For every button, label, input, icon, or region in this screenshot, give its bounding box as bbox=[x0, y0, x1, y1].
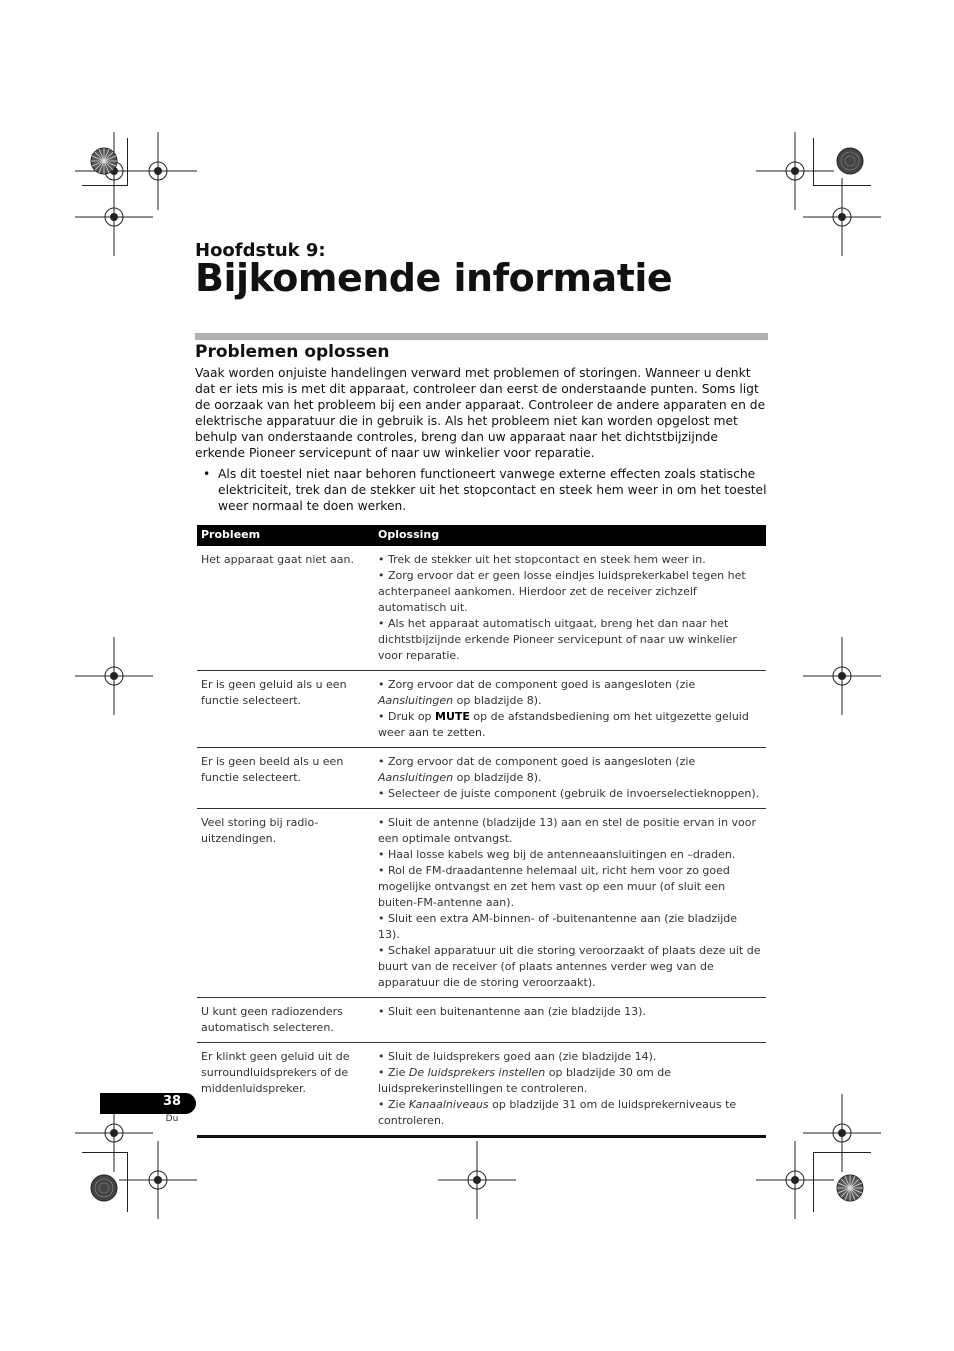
solution-item bbox=[378, 709, 762, 741]
color-target-icon bbox=[836, 1174, 864, 1202]
chapter-label: Hoofdstuk 9: bbox=[195, 240, 326, 261]
table-row bbox=[197, 998, 766, 1043]
crop-mark bbox=[813, 138, 814, 186]
solution-text: • Zie bbox=[378, 1066, 409, 1079]
solution-text: op bladzijde 8). bbox=[453, 771, 542, 784]
table-row bbox=[197, 1043, 766, 1137]
crop-mark bbox=[813, 185, 871, 186]
registration-mark-icon bbox=[803, 637, 881, 715]
section-title: Problemen oplossen bbox=[195, 342, 390, 362]
page-language: Du bbox=[165, 1114, 179, 1124]
solution-cell bbox=[374, 546, 766, 671]
cross-reference: Kanaalniveaus bbox=[408, 1098, 489, 1111]
cross-reference: De luidsprekers instellen bbox=[408, 1066, 546, 1079]
cross-reference: Aansluitingen bbox=[378, 771, 454, 784]
note-bullet bbox=[203, 466, 770, 514]
troubleshooting-table bbox=[197, 525, 766, 1138]
solution-text: • Druk op bbox=[378, 710, 436, 723]
solution-item bbox=[378, 568, 762, 616]
table-row bbox=[197, 748, 766, 809]
color-target-icon bbox=[90, 147, 118, 175]
solution-text: • Sluit een buitenantenne aan (zie bladzijde 13). bbox=[378, 1005, 646, 1018]
solution-text: • Zorg ervoor dat de component goed is aangesloten (zie bbox=[378, 755, 696, 768]
crop-mark bbox=[813, 1152, 814, 1212]
table-header-row bbox=[197, 525, 766, 546]
table-row bbox=[197, 809, 766, 998]
cross-reference: Aansluitingen bbox=[378, 694, 454, 707]
color-target-icon bbox=[90, 1174, 118, 1202]
solution-item bbox=[378, 863, 762, 911]
solution-item bbox=[378, 1097, 762, 1129]
problem-cell: Er klinkt geen geluid uit de surroundluidsprekers of de middenluidspreker. bbox=[197, 1043, 374, 1137]
solution-item bbox=[378, 616, 762, 664]
solution-cell bbox=[374, 1043, 766, 1137]
bullet-mark: • bbox=[203, 467, 211, 481]
solution-text: • Rol de FM-draadantenne helemaal uit, richt hem voor zo goed mogelijke ontvangst en zet hem vast op een muur (of sluit een buiten-FM-antenne aan). bbox=[378, 864, 730, 909]
section-rule bbox=[195, 333, 768, 340]
solution-text: • Schakel apparatuur uit die storing veroorzaakt of plaats deze uit de buurt van de receiver (of plaats antennes verder weg van de apparatuur die de storing veroorzaakt). bbox=[378, 944, 761, 989]
color-target-icon bbox=[836, 147, 864, 175]
crop-mark bbox=[127, 1152, 128, 1212]
solution-item bbox=[378, 911, 762, 943]
crop-mark bbox=[82, 1152, 128, 1153]
solution-text: • Sluit de antenne (bladzijde 13) aan en stel de positie ervan in voor een optimale ontvangst. bbox=[378, 816, 757, 845]
solution-text: • Zorg ervoor dat de component goed is aangesloten (zie bbox=[378, 678, 696, 691]
registration-mark-icon bbox=[75, 637, 153, 715]
solution-text: • Zorg ervoor dat er geen losse eindjes luidsprekerkabel tegen het achterpaneel aankomen. Hierdoor zet de receiver zichzelf automatisch uit. bbox=[378, 569, 746, 614]
problem-cell: U kunt geen radiozenders automatisch selecteren. bbox=[197, 998, 374, 1043]
solution-text: • Zie bbox=[378, 1098, 409, 1111]
page-number: 38 bbox=[162, 1094, 182, 1109]
solution-text: • Selecteer de juiste component (gebruik de invoerselectieknoppen). bbox=[378, 787, 760, 800]
crop-mark bbox=[813, 1152, 871, 1153]
solution-cell bbox=[374, 748, 766, 809]
solution-item bbox=[378, 1065, 762, 1097]
table-row bbox=[197, 671, 766, 748]
solution-item bbox=[378, 552, 762, 568]
solution-text: • Trek de stekker uit het stopcontact en steek hem weer in. bbox=[378, 553, 706, 566]
registration-mark-icon bbox=[75, 178, 153, 256]
problem-cell: Er is geen beeld als u een functie selecteert. bbox=[197, 748, 374, 809]
solution-text: op bladzijde 8). bbox=[453, 694, 542, 707]
registration-mark-icon bbox=[803, 178, 881, 256]
solution-text: op de afstandsbediening om het uitgezette geluid weer aan te zetten. bbox=[378, 710, 749, 739]
table-row bbox=[197, 546, 766, 671]
registration-mark-icon bbox=[119, 1141, 197, 1219]
solution-item bbox=[378, 1004, 762, 1020]
solution-cell bbox=[374, 809, 766, 998]
solution-cell bbox=[374, 671, 766, 748]
solution-text: • Als het apparaat automatisch uitgaat, breng het dan naar het dichtstbijzijnde erkende Pioneer servicepunt of naar uw winkelier voor reparatie. bbox=[378, 617, 737, 662]
solution-item bbox=[378, 677, 762, 709]
problem-cell: Er is geen geluid als u een functie selecteert. bbox=[197, 671, 374, 748]
problem-cell: Het apparaat gaat niet aan. bbox=[197, 546, 374, 671]
bullet-text: Als dit toestel niet naar behoren functioneert vanwege externe effecten zoals statische elektriciteit, trek dan de stekker uit het stopcontact en steek hem weer in om het toestel weer normaal te doen werken. bbox=[218, 467, 767, 513]
solution-item bbox=[378, 847, 762, 863]
solution-item bbox=[378, 943, 762, 991]
solution-text: • Sluit de luidsprekers goed aan (zie bladzijde 14). bbox=[378, 1050, 657, 1063]
intro-paragraph: Vaak worden onjuiste handelingen verward met problemen of storingen. Wanneer u denkt dat er iets mis is met dit apparaat, controleer dan eerst de onderstaande punten. Soms ligt de oorzaak van het probleem bij een ander apparaat. Controleer de andere apparaten en de elektrische apparatuur die in gebruik is. Als het probleem niet kan worden opgelost met behulp van onderstaande controles, breng dan uw apparaat naar het dichtstbijzijnde erkende Pioneer servicepunt of naar uw winkelier voor reparatie. bbox=[195, 366, 766, 460]
crop-mark bbox=[82, 185, 128, 186]
header-problem: Probleem bbox=[197, 525, 374, 546]
solution-text: • Haal losse kabels weg bij de antenneaansluitingen en –draden. bbox=[378, 848, 736, 861]
solution-text: op bladzijde 31 om de luidsprekerniveaus te controleren. bbox=[378, 1098, 737, 1127]
solution-text: op bladzijde 30 om de luidsprekerinstellingen te controleren. bbox=[378, 1066, 672, 1095]
crop-mark bbox=[127, 138, 128, 186]
header-solution: Oplossing bbox=[374, 525, 766, 546]
solution-cell bbox=[374, 998, 766, 1043]
button-name: MUTE bbox=[435, 710, 470, 723]
solution-item bbox=[378, 754, 762, 786]
solution-item bbox=[378, 1049, 762, 1065]
solution-item bbox=[378, 815, 762, 847]
problem-cell: Veel storing bij radio-uitzendingen. bbox=[197, 809, 374, 998]
registration-mark-icon bbox=[438, 1141, 516, 1219]
solution-text: • Sluit een extra AM-binnen- of -buitenantenne aan (zie bladzijde 13). bbox=[378, 912, 738, 941]
solution-item bbox=[378, 786, 762, 802]
chapter-title: Bijkomende informatie bbox=[195, 256, 673, 300]
